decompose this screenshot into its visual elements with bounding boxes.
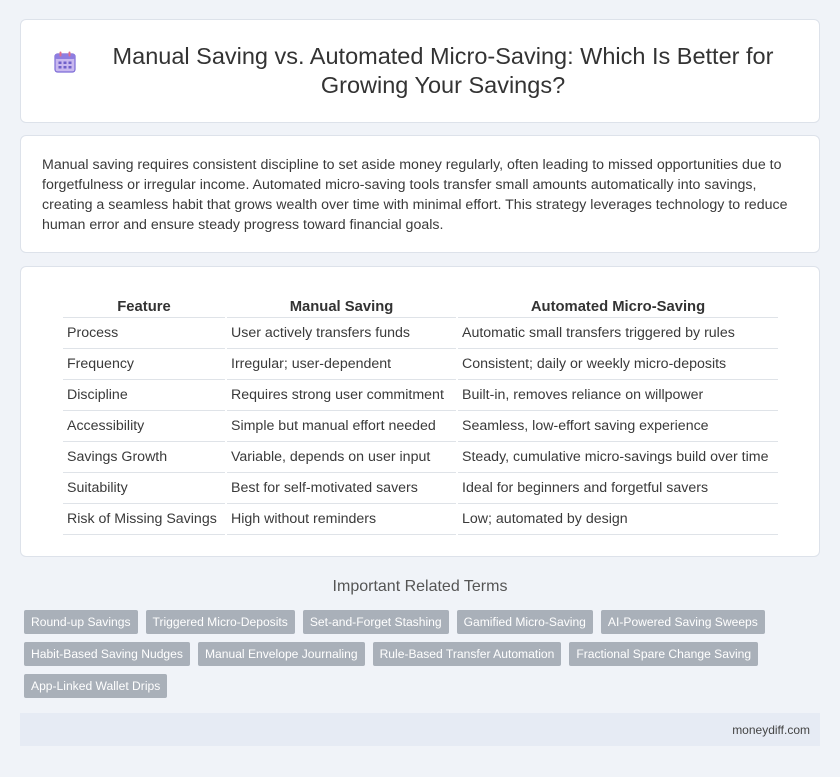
footer [20,713,820,746]
header-automated-micro-saving: Automated Micro-Saving [458,295,778,318]
tag-manual-envelope-journaling[interactable]: Manual Envelope Journaling [198,642,365,666]
tag-fractional-spare-change-saving[interactable]: Fractional Spare Change Saving [569,642,758,666]
tag-gamified-micro-saving[interactable]: Gamified Micro-Saving [457,610,593,634]
comparison-table [61,295,780,535]
table-row [63,349,778,380]
row-feature: Accessibility [63,411,225,442]
row-automated: Automatic small transfers triggered by rules [458,318,778,349]
page-title: Manual Saving vs. Automated Micro-Saving: Which Is Better for Growing Your Savings? [112,43,774,98]
tag-set-and-forget-stashing[interactable]: Set-and-Forget Stashing [303,610,449,634]
row-manual: Irregular; user-dependent [227,349,456,380]
row-automated: Ideal for beginners and forgetful savers [458,473,778,504]
table-row [63,504,778,535]
table-header-row [63,295,778,318]
row-manual: Requires strong user commitment [227,380,456,411]
row-feature: Process [63,318,225,349]
calendar-icon [52,49,78,75]
related-terms-title: Important Related Terms [332,578,508,595]
row-manual: Best for self-motivated savers [227,473,456,504]
table-row [63,442,778,473]
tag-ai-powered-saving-sweeps[interactable]: AI-Powered Saving Sweeps [601,610,765,634]
title-card [20,19,820,123]
tag-rule-based-transfer-automation[interactable]: Rule-Based Transfer Automation [373,642,562,666]
intro-card [20,135,820,253]
table-row [63,411,778,442]
table-row [63,473,778,504]
row-manual: Variable, depends on user input [227,442,456,473]
row-manual: High without reminders [227,504,456,535]
row-automated: Steady, cumulative micro-savings build over time [458,442,778,473]
row-manual: Simple but manual effort needed [227,411,456,442]
footer-site-link[interactable]: moneydiff.com [732,722,810,737]
row-feature: Frequency [63,349,225,380]
row-feature: Suitability [63,473,225,504]
header-manual-saving: Manual Saving [227,295,456,318]
row-feature: Savings Growth [63,442,225,473]
tag-round-up-savings[interactable]: Round-up Savings [24,610,138,634]
row-automated: Built-in, removes reliance on willpower [458,380,778,411]
row-feature: Discipline [63,380,225,411]
title-wrap [21,42,819,100]
related-terms-tags [24,610,814,706]
table-row [63,318,778,349]
row-automated: Seamless, low-effort saving experience [458,411,778,442]
header-feature: Feature [63,295,225,318]
row-feature: Risk of Missing Savings [63,504,225,535]
comparison-card [20,266,820,557]
tag-habit-based-saving-nudges[interactable]: Habit-Based Saving Nudges [24,642,190,666]
tag-triggered-micro-deposits[interactable]: Triggered Micro-Deposits [146,610,295,634]
row-manual: User actively transfers funds [227,318,456,349]
row-automated: Consistent; daily or weekly micro-deposits [458,349,778,380]
tag-app-linked-wallet-drips[interactable]: App-Linked Wallet Drips [24,674,167,698]
table-row [63,380,778,411]
intro-paragraph: Manual saving requires consistent discipline to set aside money regularly, often leading to missed opportunities due to forgetfulness or irregular income. Automated micro-saving tools transfer small amounts automatically into savings, creating a seamless habit that grows wealth over time with minimal effort. This strategy leverages technology to reduce human error and ensure steady progress toward financial goals. [42,157,788,233]
row-automated: Low; automated by design [458,504,778,535]
